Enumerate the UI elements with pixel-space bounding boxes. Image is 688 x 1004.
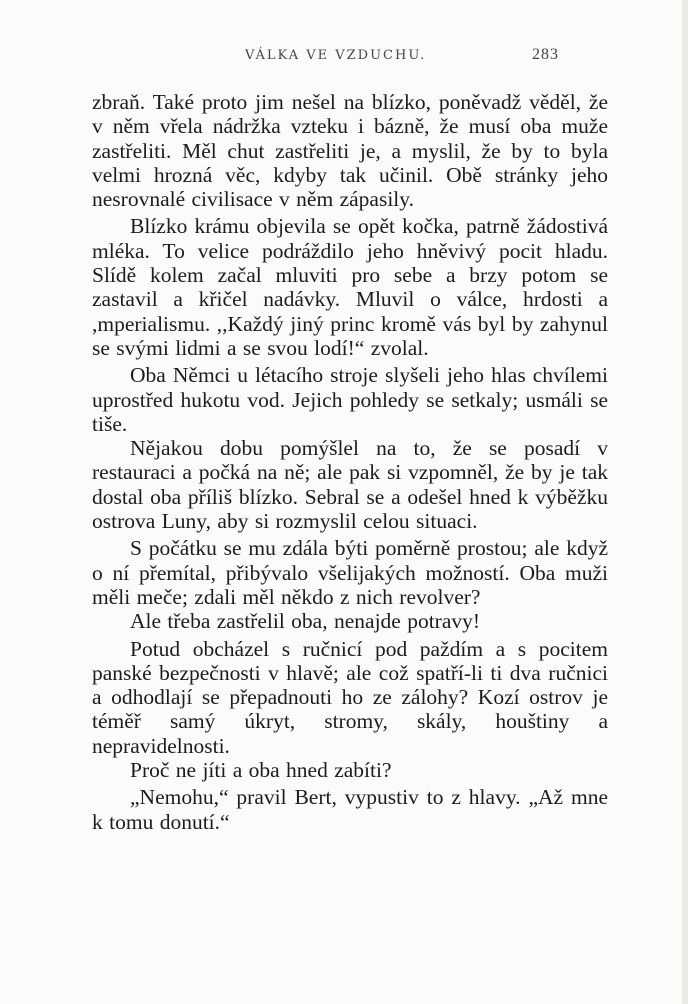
paragraph: Ale třeba zastřelil oba, nenajde potravy! bbox=[130, 609, 481, 634]
paragraph: „Nemohu,“ pravil Bert, vypustiv to z hlavy. „Až mne k tomu donutí.“ bbox=[92, 785, 608, 834]
page-edge-shadow bbox=[682, 0, 688, 1004]
page-number: 283 bbox=[532, 46, 559, 63]
paragraph: Potud obcházel s ručnicí pod paždím a s pocitem panské bezpečnosti v hlavě; ale což spatří-li ti dva ručnici a odhodlají se přepadnouti ho ze zálohy? Kozí ostrov je téměř samý úkryt, stromy, skály, houštiny a nepravidelnosti. bbox=[92, 636, 608, 758]
paragraph: Nějakou dobu pomýšlel na to, že se posadí v restauraci a počká na ně; ale pak si vzpomněl, že by je tak dostal oba příliš blízko. Sebral se a odešel hned k výběžku ostrova Luny, aby si rozmyslil celou situaci. bbox=[92, 436, 608, 534]
paragraph: S počátku se mu zdála býti poměrně prostou; ale když o ní přemítal, přibývalo všelijakých možností. Oba muži měli meče; zdali měl někdo z nich revolver? bbox=[92, 536, 608, 609]
paragraph: Blízko krámu objevila se opět kočka, patrně žádostivá mléka. To velice podráždilo jeho hněvivý pocit hladu. Slídě kolem začal mluviti pro sebe a brzy potom se zastavil a křičel nadávky. Mluvil o válce, hrdosti a ,mperialismu. ,,Každý jiný princ kromě vás byl by zahynul se svými lidmi a se svou lodí!“ zvolal. bbox=[92, 214, 608, 360]
running-header-title: VÁLKA VE VZDUCHU. bbox=[245, 48, 427, 63]
paragraph: Proč ne jíti a oba hned zabíti? bbox=[130, 758, 392, 783]
paragraph: Oba Němci u létacího stroje slyšeli jeho hlas chvílemi uprostřed hukotu vod. Jejich pohledy se setkaly; usmáli se tiše. bbox=[92, 363, 608, 436]
paragraph: zbraň. Také proto jim nešel na blízko, poněvadž věděl, že v něm vřela nádržka vzteku i bázně, že musí oba muže zastřeliti. Měl chut zastřeliti je, a myslil, že by to byla velmi hrozná věc, kdyby tak učinil. Obě stránky jeho nesrovnalé civilisace v něm zápasily. bbox=[92, 90, 608, 212]
body-text bbox=[92, 90, 608, 834]
